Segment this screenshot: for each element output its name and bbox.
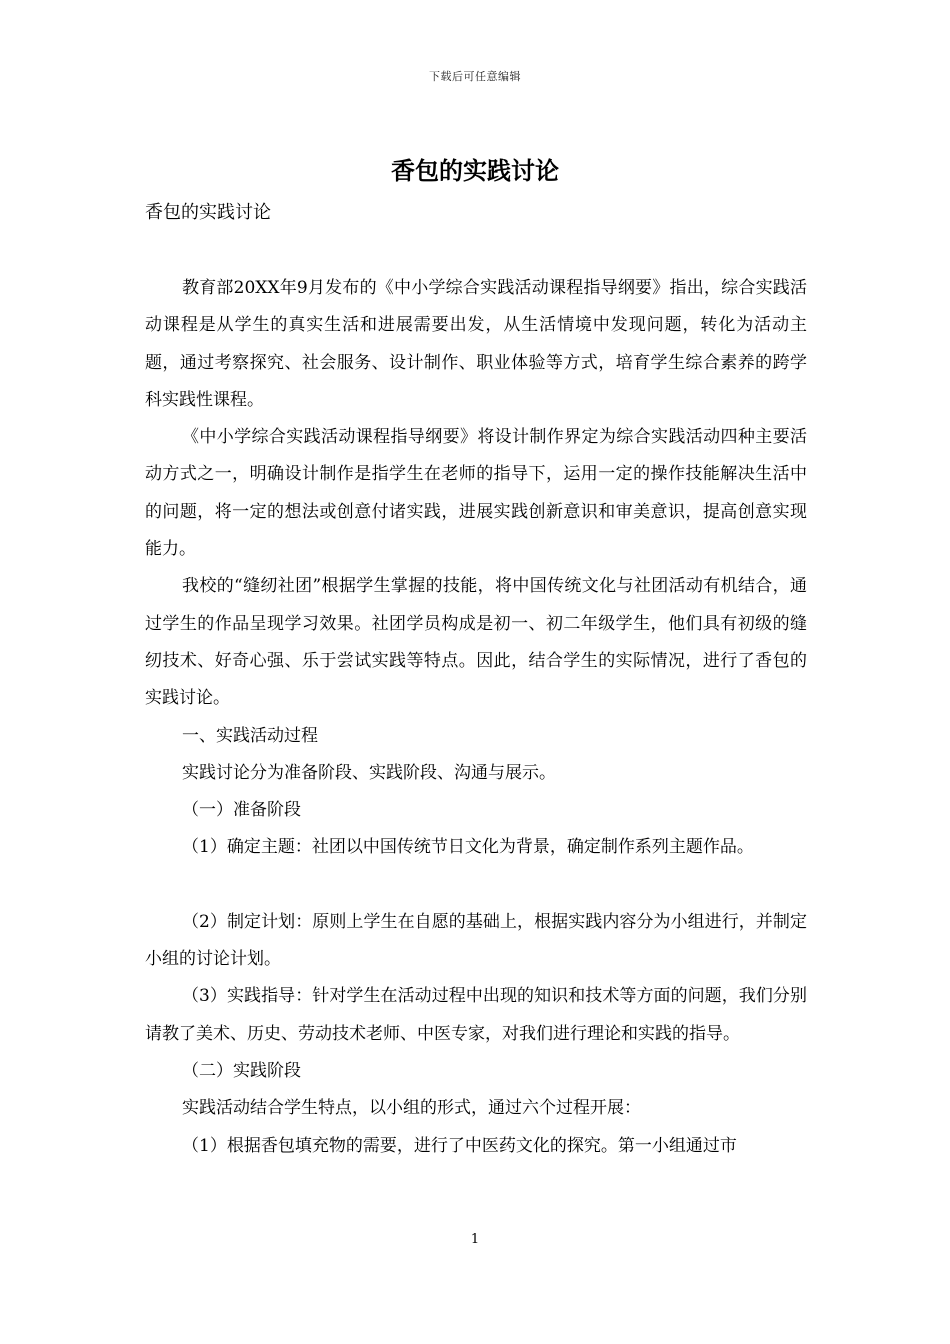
item-determine-theme: （1）确定主题：社团以中国传统节日文化为背景，确定制作系列主题作品。 — [182, 837, 754, 858]
document-title: 香包的实践讨论 — [391, 156, 559, 185]
paragraph-design-definition: 《中小学综合实践活动课程指导纲要》将设计制作界定为综合实践活动四种主要活动方式之一，明确设计制作是指学生在老师的指导下，运用一定的操作技能解决生活中的问题，将一定的想法或创意付诸实践，进展实践创新意识和审美意识，提高创意实现能力。 — [145, 427, 807, 560]
item-make-plan: （2）制定计划：原则上学生在自愿的基础上，根据实践内容分为小组进行，并制定小组的讨论计划。 — [145, 911, 807, 970]
paragraph-intro-guideline: 教育部20XX年9月发布的《中小学综合实践活动课程指导纲要》指出，综合实践活动课程是从学生的真实生活和进展需要出发，从生活情境中发现问题，转化为活动主题，通过考察探究、社会服务、设计制作、职业体验等方式，培育学生综合素养的跨学科实践性课程。 — [145, 278, 807, 410]
item-practice-guidance: （3）实践指导：针对学生在活动过程中出现的知识和技术等方面的问题，我们分别请教了美术、历史、劳动技术老师、中医专家，对我们进行理论和实践的指导。 — [145, 986, 807, 1044]
subsection-heading-practice: （二）实践阶段 — [182, 1060, 301, 1081]
page-number: 1 — [470, 1232, 480, 1247]
paragraph-six-processes: 实践活动结合学生特点，以小组的形式，通过六个过程开展： — [182, 1098, 641, 1119]
header-note: 下载后可任意编辑 — [429, 70, 521, 83]
subsection-heading-preparation: （一）准备阶段 — [182, 800, 301, 821]
paragraph-sewing-club: 我校的“缝纫社团”根据学生掌握的技能，将中国传统文化与社团活动有机结合，通过学生的作品呈现学习效果。社团学员构成是初一、初二年级学生，他们具有初级的缝纫技术、好奇心强、乐于尝试实践等特点。因此，结合学生的实际情况，进行了香包的实践讨论。 — [145, 576, 807, 709]
item-tcm-exploration: （1）根据香包填充物的需要，进行了中医药文化的探究。第一小组通过市 — [182, 1135, 737, 1156]
paragraph-stages-overview: 实践讨论分为准备阶段、实践阶段、沟通与展示。 — [182, 762, 556, 783]
document-subtitle: 香包的实践讨论 — [145, 202, 271, 223]
section-heading-process: 一、实践活动过程 — [182, 725, 318, 746]
document-body — [145, 270, 807, 1165]
